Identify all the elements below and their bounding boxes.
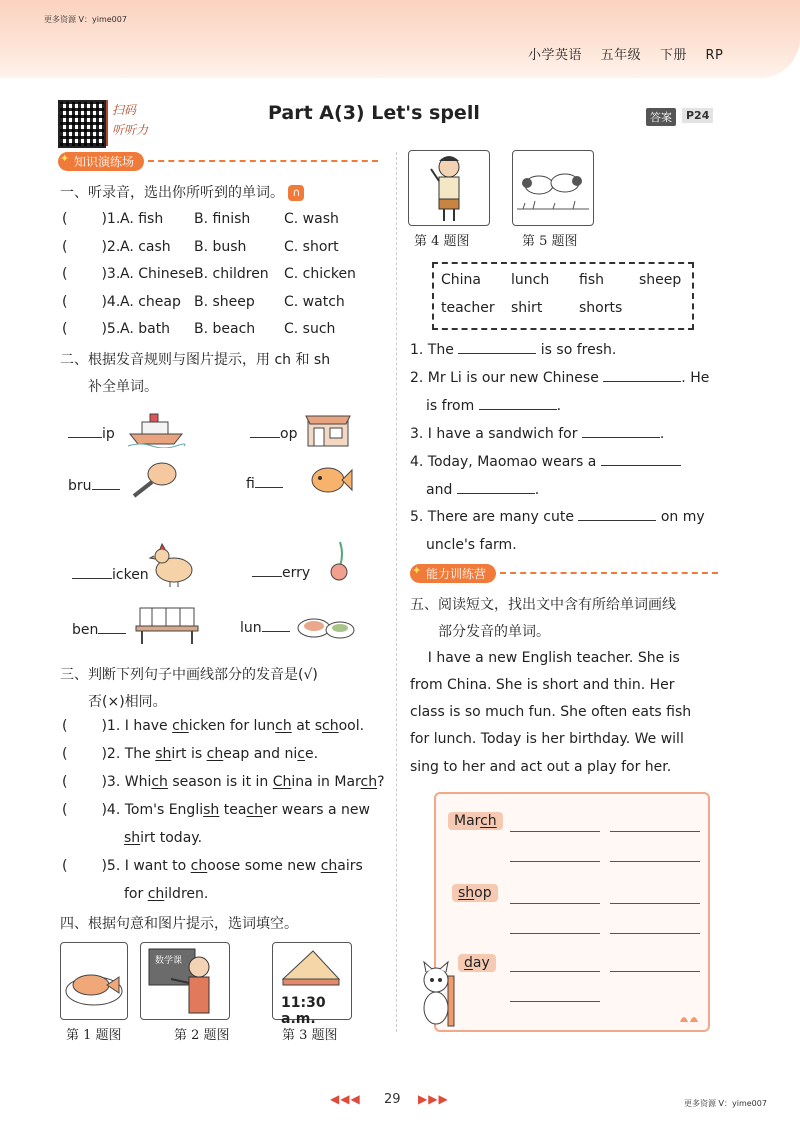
fill-fish[interactable]: fi bbox=[246, 476, 283, 492]
word-option[interactable]: sheep bbox=[639, 272, 682, 288]
word-bank-row bbox=[441, 272, 682, 288]
q1-row: ( )4. A. cheap B. sheep C. watch bbox=[62, 294, 345, 310]
q4-sentence-5-cont: uncle's farm. bbox=[426, 537, 517, 553]
answer-paren[interactable]: ( bbox=[62, 774, 68, 790]
answer-page: P24 bbox=[682, 108, 713, 123]
answer-line[interactable] bbox=[510, 970, 600, 972]
caption-5: 第 5 题图 bbox=[522, 234, 578, 249]
q3-row-2: ( )2. The shirt is cheap and nice. bbox=[62, 746, 319, 762]
answer-line[interactable] bbox=[510, 1000, 600, 1002]
key-word-day: day bbox=[458, 954, 496, 972]
q1-heading bbox=[60, 182, 304, 202]
passage-line: from China. She is short and thin. Her bbox=[410, 677, 675, 693]
shop-icon bbox=[302, 406, 354, 450]
top-note: 更多资源 V：yime007 bbox=[44, 15, 127, 24]
section-banner-label: ✦ 能力训练营 bbox=[410, 564, 496, 583]
answer-line[interactable] bbox=[510, 860, 600, 862]
answer-blank[interactable] bbox=[582, 437, 660, 438]
ship-icon bbox=[126, 408, 186, 448]
option-c[interactable]: C. such bbox=[284, 321, 336, 337]
q4-sentence-3: 3. I have a sandwich for . bbox=[410, 426, 665, 442]
answer-blank[interactable] bbox=[458, 353, 536, 354]
option-a[interactable]: A. bath bbox=[120, 321, 171, 337]
q1-row: ( )2. A. cash B. bush C. short bbox=[62, 239, 339, 255]
pic-5 bbox=[512, 150, 594, 226]
q3-heading: 三、判断下列句子中画线部分的发音是(√) bbox=[60, 667, 318, 683]
word-option[interactable]: shirt bbox=[511, 300, 543, 316]
clock-text: 11:30 a.m. bbox=[281, 995, 326, 1027]
footer-note: 更多资源 V：yime007 bbox=[684, 1099, 767, 1108]
key-word-shop: shop bbox=[452, 884, 498, 902]
pic-1 bbox=[60, 942, 128, 1020]
q3-row-4-cont: shirt today. bbox=[124, 830, 203, 846]
fill-lunch[interactable]: lun bbox=[240, 620, 290, 636]
header-band bbox=[0, 0, 800, 78]
answer-blank[interactable] bbox=[457, 493, 535, 494]
q3-row-4: ( )4. Tom's English teacher wears a new bbox=[62, 802, 370, 818]
answer-paren[interactable]: ( bbox=[62, 746, 68, 762]
q4-sentence-4-cont: and . bbox=[426, 482, 540, 498]
page-title: Part A(3) Let's spell bbox=[268, 102, 480, 124]
word-option[interactable]: lunch bbox=[511, 272, 550, 288]
fill-shop[interactable]: op bbox=[250, 426, 297, 442]
answer-blank[interactable] bbox=[601, 465, 681, 466]
headphone-icon[interactable]: ∩ bbox=[288, 185, 304, 201]
sandwich-icon bbox=[273, 943, 351, 995]
q5-heading-cont: 部分发音的单词。 bbox=[438, 624, 550, 640]
q4-sentence-5: 5. There are many cute on my bbox=[410, 509, 705, 525]
answer-line[interactable] bbox=[510, 830, 600, 832]
option-a[interactable]: A. Chinese bbox=[120, 266, 195, 282]
fill-ship[interactable]: ip bbox=[68, 426, 115, 442]
caption-3: 第 3 题图 bbox=[282, 1028, 338, 1043]
q5-heading: 五、阅读短文，找出文中含有所给单词画线 bbox=[410, 597, 676, 613]
answer-paren[interactable]: ( bbox=[62, 211, 68, 227]
q3-row-5: ( )5. I want to choose some new chairs bbox=[62, 858, 363, 874]
answer-line[interactable] bbox=[510, 902, 600, 904]
boy-icon bbox=[409, 151, 489, 225]
leaf-icon bbox=[678, 1010, 702, 1024]
chicken-icon bbox=[148, 540, 200, 588]
answer-tag: 答案 bbox=[646, 108, 676, 126]
answer-paren[interactable]: ( bbox=[62, 266, 68, 282]
next-arrows-icon: ▶▶▶ bbox=[418, 1092, 449, 1106]
fill-brush[interactable]: bru bbox=[68, 478, 120, 494]
option-c[interactable]: C. short bbox=[284, 239, 339, 255]
subject-item: 五年级 bbox=[600, 48, 642, 63]
key-word-march: March bbox=[448, 812, 503, 830]
answer-paren[interactable]: ( bbox=[62, 802, 68, 818]
q4-sentence-2-cont: is from . bbox=[426, 398, 562, 414]
subject-line bbox=[528, 44, 737, 63]
prev-arrows-icon: ◀◀◀ bbox=[330, 1092, 361, 1106]
option-b[interactable]: B. finish bbox=[194, 211, 251, 227]
q3-heading-cont: 否(×)相同。 bbox=[88, 694, 167, 710]
board-text: 数学课 bbox=[155, 956, 183, 966]
lunch-icon bbox=[296, 606, 356, 642]
q1-row: ( )5. A. bath B. beach C. such bbox=[62, 321, 336, 337]
option-b[interactable]: B. beach bbox=[194, 321, 256, 337]
word-option[interactable]: fish bbox=[579, 272, 604, 288]
answer-line[interactable] bbox=[610, 830, 700, 832]
q3-row-3: ( )3. Which season is it in China in March? bbox=[62, 774, 385, 790]
caption-1: 第 1 题图 bbox=[66, 1028, 122, 1043]
cat-icon bbox=[414, 958, 460, 1030]
q1-row: ( )1. A. fish B. finish C. wash bbox=[62, 211, 339, 227]
option-a[interactable]: A. cash bbox=[120, 239, 171, 255]
pic-4 bbox=[408, 150, 490, 226]
banner-dashed-line bbox=[500, 572, 718, 574]
qr-label-line: 听听力 bbox=[112, 123, 149, 137]
caption-4: 第 4 题图 bbox=[414, 234, 470, 249]
passage-line: sing to her and act out a play for her. bbox=[410, 759, 672, 775]
word-option[interactable]: shorts bbox=[579, 300, 623, 316]
bench-icon bbox=[134, 604, 200, 646]
answer-blank[interactable] bbox=[479, 409, 557, 410]
brush-icon bbox=[128, 460, 180, 500]
q4-heading: 四、根据句意和图片提示，选词填空。 bbox=[60, 916, 298, 932]
q3-row-1: ( )1. I have chicken for lunch at school. bbox=[62, 718, 365, 734]
section-banner-ability bbox=[410, 564, 718, 582]
option-c[interactable]: C. wash bbox=[284, 211, 339, 227]
answer-line[interactable] bbox=[610, 970, 700, 972]
caption-2: 第 2 题图 bbox=[174, 1028, 230, 1043]
subject-item: RP bbox=[705, 48, 724, 63]
qr-label bbox=[106, 100, 158, 146]
option-c[interactable]: C. watch bbox=[284, 294, 345, 310]
page-number: 29 bbox=[384, 1092, 401, 1107]
banner-dashed-line bbox=[148, 160, 378, 162]
answer-line[interactable] bbox=[610, 932, 700, 934]
answer-paren[interactable]: ( bbox=[62, 321, 68, 337]
q1-row: ( )3. A. Chinese B. children C. chicken bbox=[62, 266, 356, 282]
answer-paren[interactable]: ( bbox=[62, 858, 68, 874]
fish-icon bbox=[306, 460, 354, 500]
option-b[interactable]: B. children bbox=[194, 266, 269, 282]
q4-sentence-4: 4. Today, Maomao wears a bbox=[410, 454, 681, 470]
passage-line: class is so much fun. She often eats fish bbox=[410, 704, 692, 720]
pic-3 bbox=[272, 942, 352, 1027]
answer-line[interactable] bbox=[610, 902, 700, 904]
qr-label-line: 扫码 bbox=[112, 103, 137, 117]
q4-sentence-1: 1. The is so fresh. bbox=[410, 342, 617, 358]
answer-paren[interactable]: ( bbox=[62, 239, 68, 255]
fill-chicken[interactable]: icken bbox=[72, 567, 149, 583]
q2-heading-cont: 补全单词。 bbox=[88, 379, 158, 395]
fill-bench[interactable]: ben bbox=[72, 622, 126, 638]
column-divider bbox=[396, 152, 397, 1032]
word-bank-row bbox=[441, 300, 623, 316]
subject-item: 小学英语 bbox=[528, 48, 583, 63]
option-c[interactable]: C. chicken bbox=[284, 266, 356, 282]
cherry-icon bbox=[326, 540, 354, 586]
option-b[interactable]: B. sheep bbox=[194, 294, 255, 310]
sheep-icon bbox=[513, 151, 593, 225]
option-a[interactable]: A. cheap bbox=[120, 294, 181, 310]
q2-heading: 二、根据发音规则与图片提示，用 ch 和 sh bbox=[60, 352, 331, 368]
pic-2 bbox=[140, 942, 230, 1020]
answer-paren[interactable]: ( bbox=[62, 294, 68, 310]
passage-line: I have a new English teacher. She is bbox=[410, 650, 680, 666]
word-option[interactable]: teacher bbox=[441, 300, 495, 316]
answer-blank[interactable] bbox=[578, 520, 656, 521]
q1-heading-text: 一、听录音，选出你所听到的单词。 bbox=[60, 185, 284, 201]
section-banner-label: ✦ 知识演练场 bbox=[58, 152, 144, 171]
answer-blank[interactable] bbox=[603, 381, 681, 382]
answer-line[interactable] bbox=[610, 860, 700, 862]
q4-sentence-2: 2. Mr Li is our new Chinese . He bbox=[410, 370, 710, 386]
option-a[interactable]: A. fish bbox=[120, 211, 164, 227]
fill-cherry[interactable]: erry bbox=[252, 565, 310, 581]
fish-dish-icon bbox=[61, 943, 127, 1019]
word-option[interactable]: China bbox=[441, 272, 481, 288]
q3-row-5-cont: for children. bbox=[124, 886, 209, 902]
subject-item: 下册 bbox=[659, 48, 687, 63]
answer-line[interactable] bbox=[510, 932, 600, 934]
section-banner-knowledge bbox=[58, 152, 378, 170]
passage-line: for lunch. Today is her birthday. We will bbox=[410, 731, 684, 747]
answer-paren[interactable]: ( bbox=[62, 718, 68, 734]
qr-code[interactable] bbox=[58, 100, 106, 148]
option-b[interactable]: B. bush bbox=[194, 239, 247, 255]
